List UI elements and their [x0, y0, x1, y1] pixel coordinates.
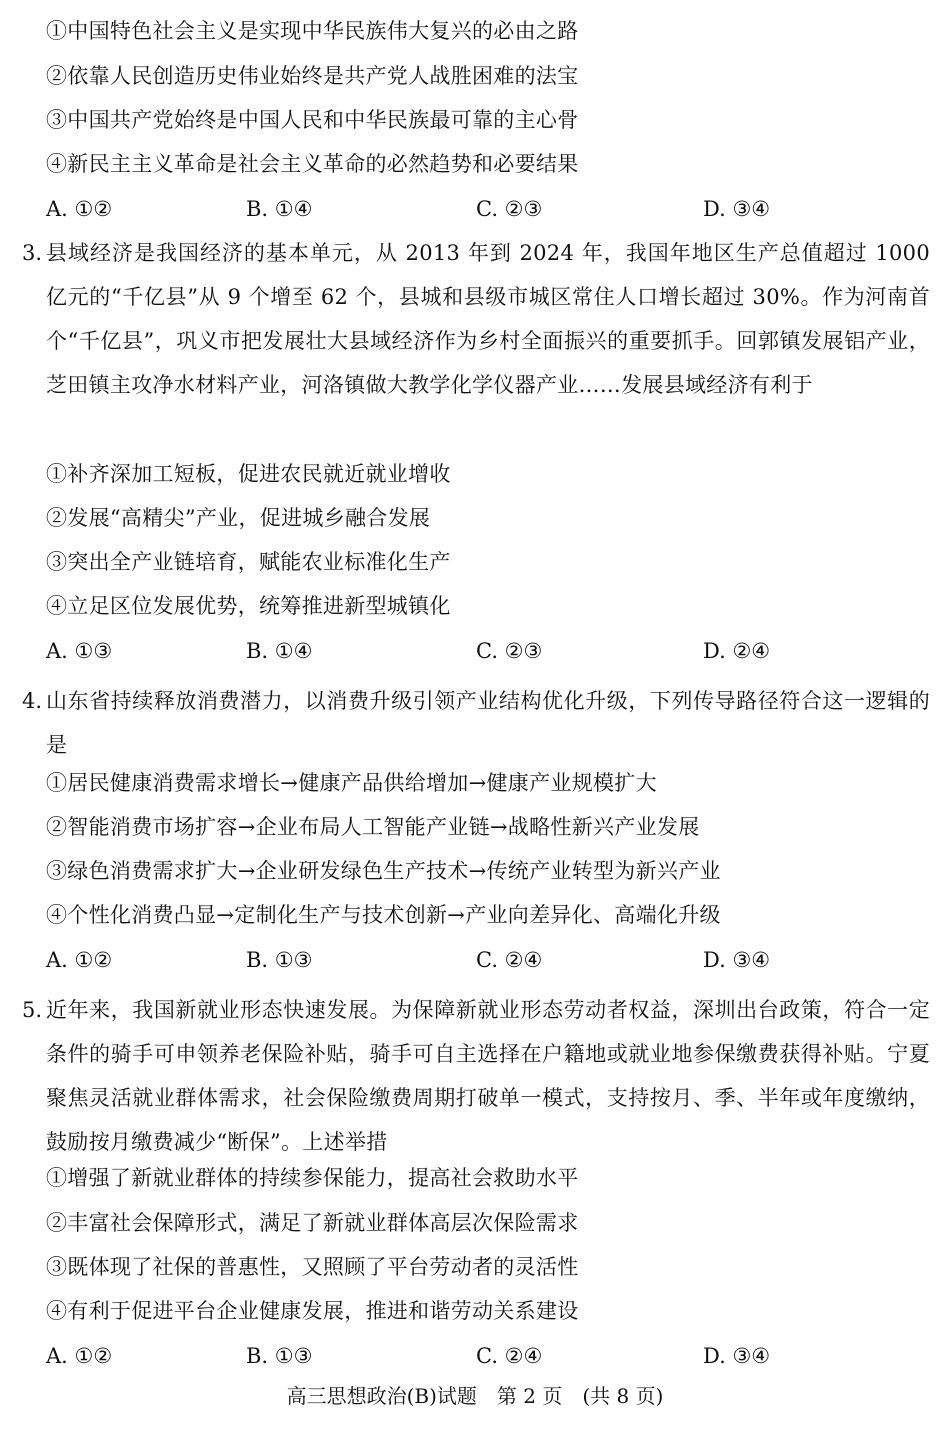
q4-option-c: C. ②④ — [476, 948, 543, 972]
q2-statement-4: ④新民主主义革命是社会主义革命的必然趋势和必要结果 — [46, 152, 579, 176]
q5-option-c: C. ②④ — [476, 1344, 543, 1368]
q3-statement-2: ②发展“高精尖”产业，促进城乡融合发展 — [46, 506, 431, 530]
q2-option-a: A. ①② — [46, 197, 113, 221]
q4-option-b: B. ①③ — [246, 948, 313, 972]
q3-statement-1: ①补齐深加工短板，促进农民就近就业增收 — [46, 462, 451, 486]
q4-statement-4: ④个性化消费凸显→定制化生产与技术创新→产业向差异化、高端化升级 — [46, 903, 721, 927]
q5-statement-2: ②丰富社会保障形式，满足了新就业群体高层次保险需求 — [46, 1211, 579, 1235]
q4-statement-1: ①居民健康消费需求增长→健康产品供给增加→健康产业规模扩大 — [46, 771, 657, 795]
q2-statement-1: ①中国特色社会主义是实现中华民族伟大复兴的必由之路 — [46, 19, 579, 43]
q3-option-a: A. ①③ — [46, 639, 113, 663]
q4-statement-3: ③绿色消费需求扩大→企业研发绿色生产技术→传统产业转型为新兴产业 — [46, 859, 721, 883]
q5-option-d: D. ③④ — [703, 1344, 771, 1368]
q2-statement-3: ③中国共产党始终是中国人民和中华民族最可靠的主心骨 — [46, 108, 579, 132]
q2-option-c: C. ②③ — [476, 197, 543, 221]
q4-stem: 山东省持续释放消费潜力，以消费升级引领产业结构优化升级，下列传导路径符合这一逻辑的是 — [46, 689, 930, 757]
q5-option-b: B. ①③ — [246, 1344, 313, 1368]
q5-number: 5. — [22, 998, 43, 1022]
q3-statement-3: ③突出全产业链培育，赋能农业标准化生产 — [46, 550, 451, 574]
q4-statement-2: ②智能消费市场扩容→企业布局人工智能产业链→战略性新兴产业发展 — [46, 815, 700, 839]
q4-option-a: A. ①② — [46, 948, 113, 972]
q2-option-d: D. ③④ — [703, 197, 771, 221]
q2-statement-2: ②依靠人民创造历史伟业始终是共产党人战胜困难的法宝 — [46, 64, 579, 88]
q5-stem: 近年来，我国新就业形态快速发展。为保障新就业形态劳动者权益，深圳出台政策，符合一定条件的骑手可申领养老保险补贴，骑手可自主选择在户籍地或就业地参保缴费获得补贴。宁夏聚焦灵活就业群体需求，社会保险缴费周期打破单一模式，支持按月、季、半年或年度缴纳，鼓励按月缴费减少“断保”。上述举措 — [46, 998, 930, 1154]
q4-option-d: D. ③④ — [703, 948, 771, 972]
q5-option-a: A. ①② — [46, 1344, 113, 1368]
q5-statement-3: ③既体现了社保的普惠性，又照顾了平台劳动者的灵活性 — [46, 1255, 579, 1279]
q2-option-b: B. ①④ — [246, 197, 313, 221]
q4-number: 4. — [22, 689, 43, 713]
q3-option-c: C. ②③ — [476, 639, 543, 663]
q3-option-b: B. ①④ — [246, 639, 313, 663]
page-footer: 高三思想政治(B)试题 第 2 页 (共 8 页) — [286, 1384, 664, 1408]
q3-number: 3. — [22, 241, 43, 265]
q3-option-d: D. ②④ — [703, 639, 771, 663]
q5-statement-4: ④有利于促进平台企业健康发展，推进和谐劳动关系建设 — [46, 1299, 579, 1323]
q3-statement-4: ④立足区位发展优势，统筹推进新型城镇化 — [46, 594, 451, 618]
q3-stem: 县域经济是我国经济的基本单元，从 2013 年到 2024 年，我国年地区生产总值超过 1000 亿元的“千亿县”从 9 个增至 62 个，县城和县级市城区常住人口增长超过 30%。作为河南首个“千亿县”，巩义市把发展壮大县域经济作为乡村全面振兴的重要抓手。回郭镇发展铝产业，芝田镇主攻净水材料产业，河洛镇做大教学化学仪器产业……发展县域经济有利于 — [46, 241, 930, 397]
q5-statement-1: ①增强了新就业群体的持续参保能力，提高社会救助水平 — [46, 1166, 579, 1190]
